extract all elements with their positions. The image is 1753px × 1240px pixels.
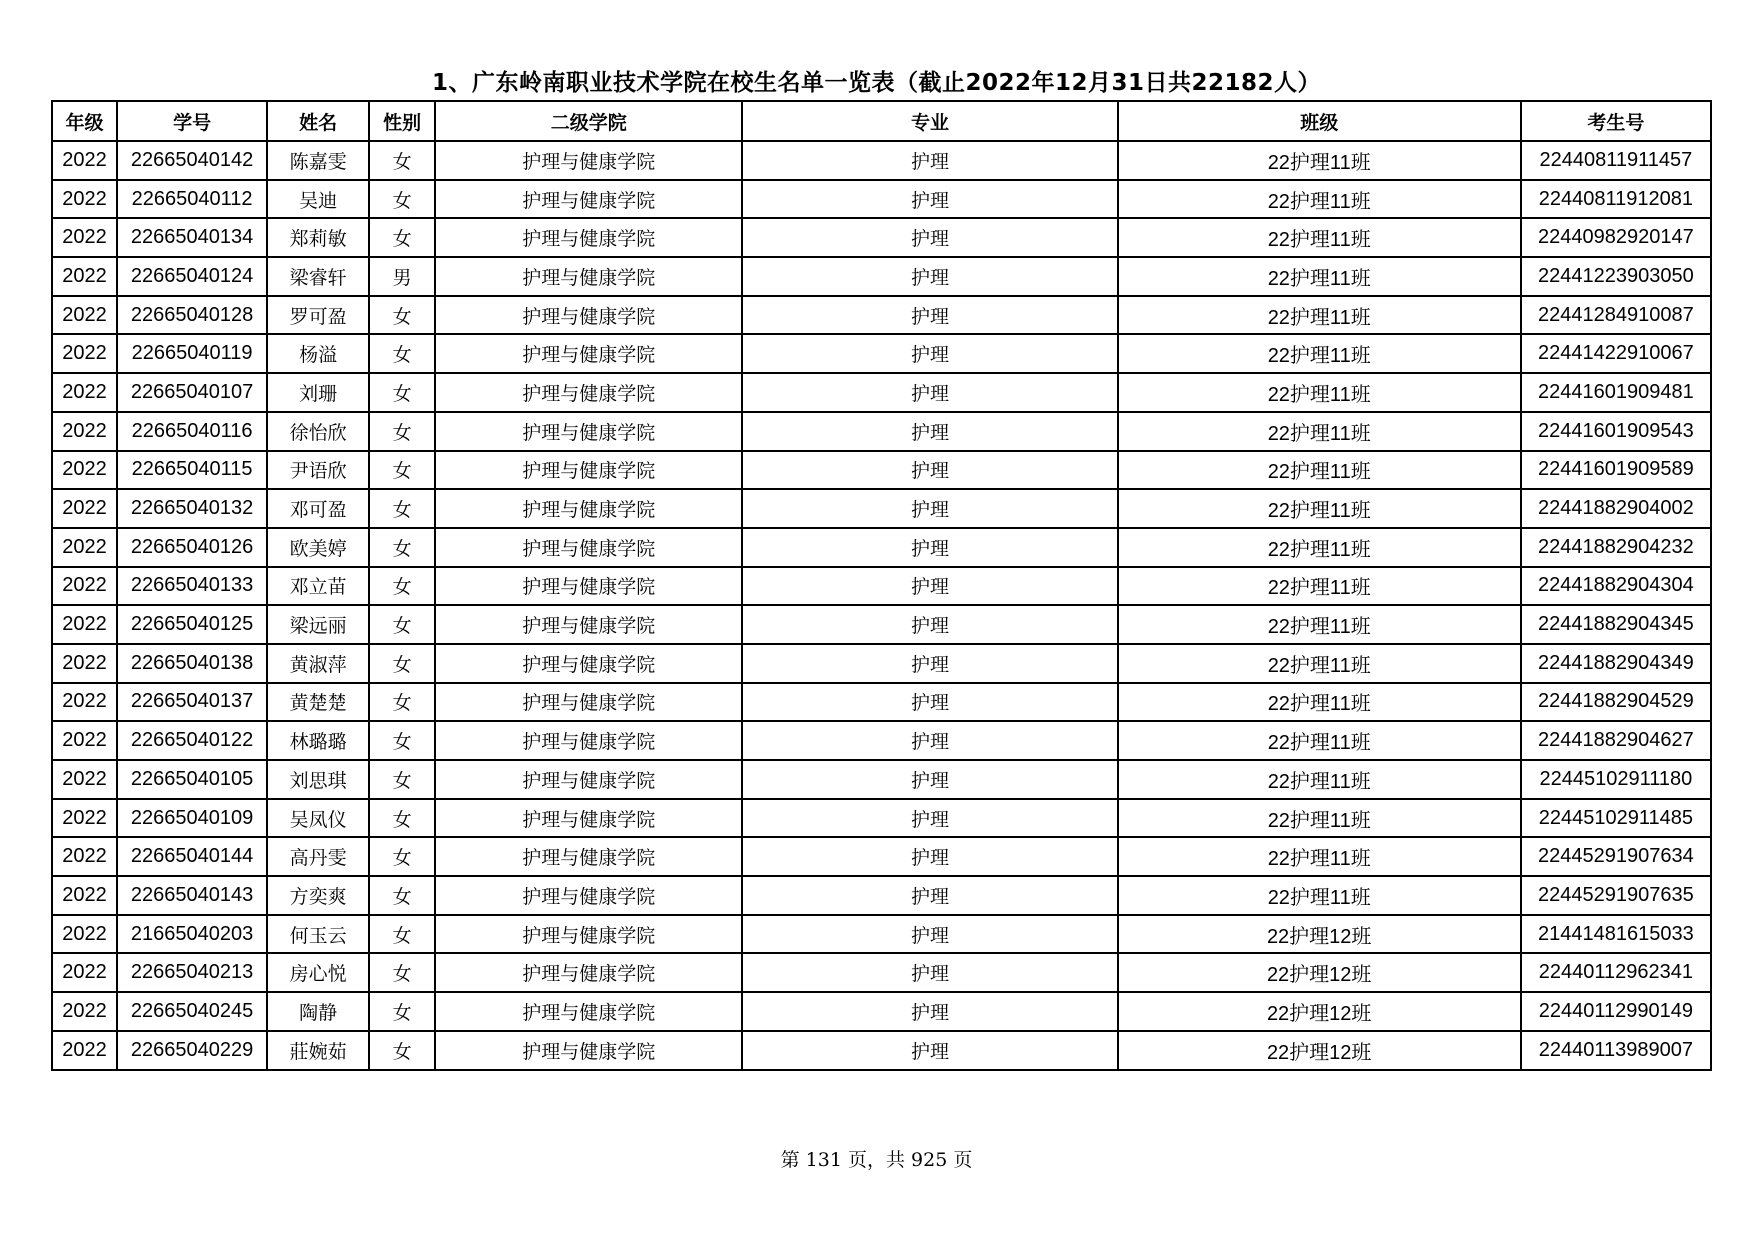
- exam-number-cell: 22440811912081: [1521, 180, 1711, 219]
- student-id-cell: 22665040122: [117, 721, 267, 760]
- college-cell: 护理与健康学院: [435, 799, 742, 838]
- exam-number-cell: 22440112990149: [1521, 992, 1711, 1031]
- major-cell: 护理: [742, 180, 1117, 219]
- gender-cell: 女: [369, 296, 435, 335]
- gender-cell: 女: [369, 992, 435, 1031]
- grade-cell: 2022: [52, 373, 117, 412]
- table-row: [52, 683, 1711, 722]
- table-row: [52, 180, 1711, 219]
- major-cell: 护理: [742, 334, 1117, 373]
- gender-cell: 女: [369, 760, 435, 799]
- college-cell: 护理与健康学院: [435, 257, 742, 296]
- student-id-cell: 22665040142: [117, 141, 267, 180]
- table-row: [52, 721, 1711, 760]
- gender-cell: 女: [369, 915, 435, 954]
- grade-cell: 2022: [52, 257, 117, 296]
- student-roster-table: [51, 100, 1712, 1071]
- table-row: [52, 644, 1711, 683]
- grade-cell: 2022: [52, 180, 117, 219]
- gender-cell: 女: [369, 141, 435, 180]
- table-row: [52, 605, 1711, 644]
- grade-cell: 2022: [52, 721, 117, 760]
- exam-number-cell: 22441882904232: [1521, 528, 1711, 567]
- student-id-cell: 22665040116: [117, 412, 267, 451]
- major-cell: 护理: [742, 953, 1117, 992]
- exam-number-cell: 22445102911180: [1521, 760, 1711, 799]
- major-cell: 护理: [742, 296, 1117, 335]
- student-id-cell: 22665040245: [117, 992, 267, 1031]
- table-row: [52, 334, 1711, 373]
- student-id-cell: 22665040137: [117, 683, 267, 722]
- college-cell: 护理与健康学院: [435, 180, 742, 219]
- table-row: [52, 760, 1711, 799]
- header-name: 姓名: [267, 101, 369, 141]
- exam-number-cell: 22441882904304: [1521, 567, 1711, 606]
- gender-cell: 女: [369, 334, 435, 373]
- name-cell: 莊婉茹: [267, 1031, 369, 1070]
- exam-number-cell: 22441882904349: [1521, 644, 1711, 683]
- student-id-cell: 22665040109: [117, 799, 267, 838]
- name-cell: 方奕爽: [267, 876, 369, 915]
- exam-number-cell: 22441601909589: [1521, 451, 1711, 490]
- college-cell: 护理与健康学院: [435, 296, 742, 335]
- college-cell: 护理与健康学院: [435, 683, 742, 722]
- major-cell: 护理: [742, 605, 1117, 644]
- major-cell: 护理: [742, 721, 1117, 760]
- college-cell: 护理与健康学院: [435, 334, 742, 373]
- gender-cell: 女: [369, 180, 435, 219]
- college-cell: 护理与健康学院: [435, 373, 742, 412]
- student-id-cell: 22665040124: [117, 257, 267, 296]
- exam-number-cell: 22441601909543: [1521, 412, 1711, 451]
- college-cell: 护理与健康学院: [435, 876, 742, 915]
- grade-cell: 2022: [52, 953, 117, 992]
- gender-cell: 女: [369, 1031, 435, 1070]
- college-cell: 护理与健康学院: [435, 992, 742, 1031]
- major-cell: 护理: [742, 760, 1117, 799]
- name-cell: 房心悦: [267, 953, 369, 992]
- major-cell: 护理: [742, 257, 1117, 296]
- class-cell: 22护理11班: [1118, 412, 1521, 451]
- grade-cell: 2022: [52, 605, 117, 644]
- class-cell: 22护理11班: [1118, 296, 1521, 335]
- college-cell: 护理与健康学院: [435, 567, 742, 606]
- student-id-cell: 22665040126: [117, 528, 267, 567]
- name-cell: 高丹雯: [267, 837, 369, 876]
- page-footer: 第 131 页，共 925 页: [780, 1149, 973, 1171]
- college-cell: 护理与健康学院: [435, 644, 742, 683]
- student-id-cell: 22665040132: [117, 489, 267, 528]
- table-row: [52, 296, 1711, 335]
- class-cell: 22护理11班: [1118, 721, 1521, 760]
- gender-cell: 女: [369, 489, 435, 528]
- college-cell: 护理与健康学院: [435, 489, 742, 528]
- name-cell: 林璐璐: [267, 721, 369, 760]
- class-cell: 22护理11班: [1118, 683, 1521, 722]
- student-id-cell: 22665040229: [117, 1031, 267, 1070]
- grade-cell: 2022: [52, 915, 117, 954]
- grade-cell: 2022: [52, 296, 117, 335]
- major-cell: 护理: [742, 489, 1117, 528]
- gender-cell: 女: [369, 451, 435, 490]
- grade-cell: 2022: [52, 412, 117, 451]
- class-cell: 22护理12班: [1118, 915, 1521, 954]
- gender-cell: 女: [369, 218, 435, 257]
- class-cell: 22护理11班: [1118, 799, 1521, 838]
- table-row: [52, 141, 1711, 180]
- table-row: [52, 567, 1711, 606]
- class-cell: 22护理11班: [1118, 257, 1521, 296]
- class-cell: 22护理12班: [1118, 1031, 1521, 1070]
- class-cell: 22护理12班: [1118, 953, 1521, 992]
- header-gender: 性别: [369, 101, 435, 141]
- exam-number-cell: 22441601909481: [1521, 373, 1711, 412]
- name-cell: 黄淑萍: [267, 644, 369, 683]
- grade-cell: 2022: [52, 760, 117, 799]
- class-cell: 22护理11班: [1118, 489, 1521, 528]
- major-cell: 护理: [742, 567, 1117, 606]
- major-cell: 护理: [742, 644, 1117, 683]
- exam-number-cell: 22441284910087: [1521, 296, 1711, 335]
- class-cell: 22护理11班: [1118, 567, 1521, 606]
- major-cell: 护理: [742, 451, 1117, 490]
- student-id-cell: 22665040105: [117, 760, 267, 799]
- grade-cell: 2022: [52, 876, 117, 915]
- gender-cell: 女: [369, 683, 435, 722]
- table-row: [52, 799, 1711, 838]
- student-id-cell: 22665040134: [117, 218, 267, 257]
- class-cell: 22护理11班: [1118, 644, 1521, 683]
- table-row: [52, 953, 1711, 992]
- name-cell: 尹语欣: [267, 451, 369, 490]
- class-cell: 22护理11班: [1118, 334, 1521, 373]
- class-cell: 22护理11班: [1118, 218, 1521, 257]
- student-id-cell: 22665040128: [117, 296, 267, 335]
- student-id-cell: 22665040112: [117, 180, 267, 219]
- grade-cell: 2022: [52, 992, 117, 1031]
- student-id-cell: 22665040119: [117, 334, 267, 373]
- major-cell: 护理: [742, 373, 1117, 412]
- class-cell: 22护理11班: [1118, 605, 1521, 644]
- exam-number-cell: 22440811911457: [1521, 141, 1711, 180]
- name-cell: 杨溢: [267, 334, 369, 373]
- class-cell: 22护理11班: [1118, 180, 1521, 219]
- student-id-cell: 22665040107: [117, 373, 267, 412]
- header-student-id: 学号: [117, 101, 267, 141]
- major-cell: 护理: [742, 141, 1117, 180]
- exam-number-cell: 22441882904529: [1521, 683, 1711, 722]
- college-cell: 护理与健康学院: [435, 1031, 742, 1070]
- header-college: 二级学院: [435, 101, 742, 141]
- table-row: [52, 876, 1711, 915]
- grade-cell: 2022: [52, 567, 117, 606]
- exam-number-cell: 22445291907634: [1521, 837, 1711, 876]
- student-id-cell: 22665040143: [117, 876, 267, 915]
- table-row: [52, 992, 1711, 1031]
- class-cell: 22护理12班: [1118, 992, 1521, 1031]
- exam-number-cell: 22441422910067: [1521, 334, 1711, 373]
- header-major: 专业: [742, 101, 1117, 141]
- table-row: [52, 1031, 1711, 1070]
- class-cell: 22护理11班: [1118, 141, 1521, 180]
- college-cell: 护理与健康学院: [435, 837, 742, 876]
- exam-number-cell: 22441882904002: [1521, 489, 1711, 528]
- major-cell: 护理: [742, 837, 1117, 876]
- gender-cell: 女: [369, 876, 435, 915]
- table-row: [52, 915, 1711, 954]
- table-row: [52, 837, 1711, 876]
- class-cell: 22护理11班: [1118, 876, 1521, 915]
- college-cell: 护理与健康学院: [435, 451, 742, 490]
- name-cell: 黄楚楚: [267, 683, 369, 722]
- gender-cell: 女: [369, 953, 435, 992]
- exam-number-cell: 22440982920147: [1521, 218, 1711, 257]
- name-cell: 陈嘉雯: [267, 141, 369, 180]
- grade-cell: 2022: [52, 683, 117, 722]
- gender-cell: 女: [369, 373, 435, 412]
- exam-number-cell: 22440112962341: [1521, 953, 1711, 992]
- grade-cell: 2022: [52, 1031, 117, 1070]
- gender-cell: 女: [369, 721, 435, 760]
- student-id-cell: 22665040115: [117, 451, 267, 490]
- header-class: 班级: [1118, 101, 1521, 141]
- student-id-cell: 22665040144: [117, 837, 267, 876]
- student-id-cell: 22665040138: [117, 644, 267, 683]
- exam-number-cell: 22440113989007: [1521, 1031, 1711, 1070]
- table-row: [52, 412, 1711, 451]
- exam-number-cell: 22441882904627: [1521, 721, 1711, 760]
- name-cell: 邓立苗: [267, 567, 369, 606]
- gender-cell: 女: [369, 799, 435, 838]
- page-title: 1、广东岭南职业技术学院在校生名单一览表（截止2022年12月31日共22182人）: [431, 70, 1322, 96]
- major-cell: 护理: [742, 799, 1117, 838]
- major-cell: 护理: [742, 412, 1117, 451]
- gender-cell: 女: [369, 412, 435, 451]
- exam-number-cell: 21441481615033: [1521, 915, 1711, 954]
- table-body: [52, 141, 1711, 1070]
- exam-number-cell: 22445102911485: [1521, 799, 1711, 838]
- exam-number-cell: 22441882904345: [1521, 605, 1711, 644]
- grade-cell: 2022: [52, 644, 117, 683]
- college-cell: 护理与健康学院: [435, 605, 742, 644]
- name-cell: 吴凤仪: [267, 799, 369, 838]
- header-grade: 年级: [52, 101, 117, 141]
- header-exam-number: 考生号: [1521, 101, 1711, 141]
- name-cell: 梁睿轩: [267, 257, 369, 296]
- grade-cell: 2022: [52, 837, 117, 876]
- college-cell: 护理与健康学院: [435, 953, 742, 992]
- name-cell: 徐怡欣: [267, 412, 369, 451]
- grade-cell: 2022: [52, 218, 117, 257]
- table-row: [52, 451, 1711, 490]
- name-cell: 陶静: [267, 992, 369, 1031]
- name-cell: 梁远丽: [267, 605, 369, 644]
- major-cell: 护理: [742, 992, 1117, 1031]
- gender-cell: 女: [369, 837, 435, 876]
- student-id-cell: 22665040133: [117, 567, 267, 606]
- class-cell: 22护理11班: [1118, 451, 1521, 490]
- gender-cell: 女: [369, 605, 435, 644]
- table-row: [52, 489, 1711, 528]
- name-cell: 刘珊: [267, 373, 369, 412]
- student-id-cell: 22665040125: [117, 605, 267, 644]
- table-row: [52, 218, 1711, 257]
- major-cell: 护理: [742, 915, 1117, 954]
- major-cell: 护理: [742, 218, 1117, 257]
- name-cell: 刘思琪: [267, 760, 369, 799]
- student-id-cell: 21665040203: [117, 915, 267, 954]
- name-cell: 欧美婷: [267, 528, 369, 567]
- grade-cell: 2022: [52, 141, 117, 180]
- college-cell: 护理与健康学院: [435, 915, 742, 954]
- grade-cell: 2022: [52, 489, 117, 528]
- class-cell: 22护理11班: [1118, 528, 1521, 567]
- grade-cell: 2022: [52, 799, 117, 838]
- name-cell: 何玉云: [267, 915, 369, 954]
- major-cell: 护理: [742, 876, 1117, 915]
- class-cell: 22护理11班: [1118, 373, 1521, 412]
- table-header-row: [52, 101, 1711, 141]
- gender-cell: 女: [369, 644, 435, 683]
- college-cell: 护理与健康学院: [435, 721, 742, 760]
- exam-number-cell: 22445291907635: [1521, 876, 1711, 915]
- grade-cell: 2022: [52, 528, 117, 567]
- grade-cell: 2022: [52, 451, 117, 490]
- gender-cell: 女: [369, 567, 435, 606]
- student-id-cell: 22665040213: [117, 953, 267, 992]
- college-cell: 护理与健康学院: [435, 141, 742, 180]
- name-cell: 邓可盈: [267, 489, 369, 528]
- exam-number-cell: 22441223903050: [1521, 257, 1711, 296]
- gender-cell: 男: [369, 257, 435, 296]
- major-cell: 护理: [742, 683, 1117, 722]
- college-cell: 护理与健康学院: [435, 218, 742, 257]
- grade-cell: 2022: [52, 334, 117, 373]
- college-cell: 护理与健康学院: [435, 528, 742, 567]
- table-row: [52, 257, 1711, 296]
- class-cell: 22护理11班: [1118, 837, 1521, 876]
- gender-cell: 女: [369, 528, 435, 567]
- major-cell: 护理: [742, 1031, 1117, 1070]
- name-cell: 罗可盈: [267, 296, 369, 335]
- college-cell: 护理与健康学院: [435, 412, 742, 451]
- college-cell: 护理与健康学院: [435, 760, 742, 799]
- class-cell: 22护理11班: [1118, 760, 1521, 799]
- table-row: [52, 373, 1711, 412]
- name-cell: 吴迪: [267, 180, 369, 219]
- name-cell: 郑莉敏: [267, 218, 369, 257]
- table-row: [52, 528, 1711, 567]
- major-cell: 护理: [742, 528, 1117, 567]
